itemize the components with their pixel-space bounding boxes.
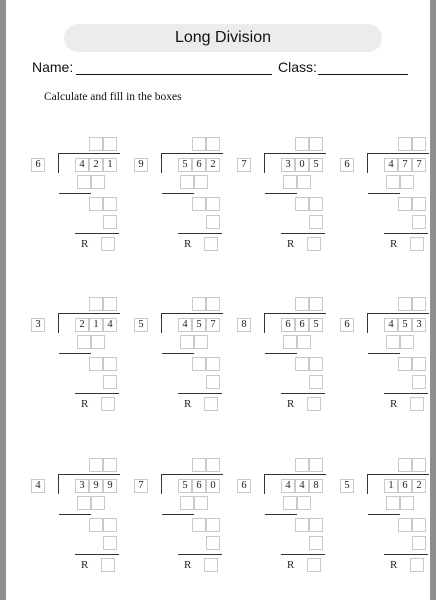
answer-box[interactable] [400,335,414,349]
answer-box[interactable] [398,518,412,532]
quotient-box[interactable] [192,137,206,151]
dividend-digit: 4 [103,318,117,332]
worksheet-title: Long Division [64,24,382,52]
remainder-label: R [390,559,398,571]
answer-box[interactable] [103,518,117,532]
remainder-box[interactable] [204,237,218,251]
quotient-box[interactable] [206,458,220,472]
dividend-digit: 5 [398,318,412,332]
dividend-digit: 5 [309,318,323,332]
answer-box[interactable] [103,536,117,550]
subtraction-line [178,233,222,234]
divisor: 6 [340,158,354,172]
answer-box[interactable] [386,335,400,349]
remainder-label: R [184,238,192,250]
subtraction-line [162,514,194,515]
division-bracket-side [367,474,368,494]
quotient-box[interactable] [412,137,426,151]
answer-box[interactable] [297,496,311,510]
subtraction-line [178,554,222,555]
answer-box[interactable] [180,175,194,189]
remainder-box[interactable] [307,397,321,411]
answer-box[interactable] [386,496,400,510]
answer-box[interactable] [206,197,220,211]
answer-box[interactable] [309,215,323,229]
subtraction-line [59,514,91,515]
division-bracket-top [264,313,326,314]
divisor: 8 [237,318,251,332]
answer-box[interactable] [89,197,103,211]
answer-box[interactable] [386,175,400,189]
division-bracket-side [58,313,59,333]
quotient-box[interactable] [295,297,309,311]
dividend-digit: 4 [384,318,398,332]
subtraction-line [162,353,194,354]
division-bracket-top [367,474,429,475]
answer-box[interactable] [77,496,91,510]
answer-box[interactable] [91,335,105,349]
division-bracket-side [161,153,162,173]
divisor: 6 [340,318,354,332]
remainder-box[interactable] [410,237,424,251]
subtraction-line [281,393,325,394]
division-bracket-side [161,313,162,333]
dividend-digit: 3 [75,479,89,493]
division-problem [340,458,422,578]
answer-box[interactable] [194,335,208,349]
quotient-box[interactable] [103,137,117,151]
dividend-digit: 0 [295,158,309,172]
dividend-digit: 4 [295,479,309,493]
subtraction-line [75,393,119,394]
answer-box[interactable] [180,496,194,510]
answer-box[interactable] [412,215,426,229]
divisor: 7 [237,158,251,172]
quotient-box[interactable] [89,297,103,311]
answer-box[interactable] [206,518,220,532]
division-bracket-top [367,313,429,314]
answer-box[interactable] [309,375,323,389]
answer-box[interactable] [192,357,206,371]
answer-box[interactable] [309,536,323,550]
dividend-digit: 7 [206,318,220,332]
answer-box[interactable] [206,357,220,371]
quotient-box[interactable] [295,137,309,151]
divisor: 9 [134,158,148,172]
name-label: Name: [32,59,74,75]
answer-box[interactable] [412,357,426,371]
quotient-box[interactable] [206,297,220,311]
answer-box[interactable] [103,197,117,211]
answer-box[interactable] [309,357,323,371]
divisor: 3 [31,318,45,332]
dividend-digit: 5 [178,158,192,172]
quotient-box[interactable] [309,458,323,472]
remainder-label: R [287,398,295,410]
dividend-digit: 6 [192,479,206,493]
subtraction-line [265,353,297,354]
answer-box[interactable] [400,496,414,510]
answer-box[interactable] [295,357,309,371]
division-problem [237,297,319,417]
dividend-digit: 5 [178,479,192,493]
remainder-box[interactable] [410,397,424,411]
divisor: 5 [134,318,148,332]
divisor: 4 [31,479,45,493]
quotient-box[interactable] [309,137,323,151]
dividend-digit: 5 [309,158,323,172]
dividend-digit: 8 [309,479,323,493]
remainder-box[interactable] [307,237,321,251]
remainder-box[interactable] [101,397,115,411]
quotient-box[interactable] [103,297,117,311]
divisor: 6 [237,479,251,493]
dividend-digit: 4 [281,479,295,493]
subtraction-line [178,393,222,394]
division-bracket-side [58,153,59,173]
quotient-box[interactable] [412,458,426,472]
remainder-label: R [81,398,89,410]
answer-box[interactable] [398,357,412,371]
dividend-digit: 4 [178,318,192,332]
subtraction-line [368,353,400,354]
division-problem [340,297,422,417]
dividend-digit: 2 [206,158,220,172]
remainder-box[interactable] [410,558,424,572]
division-bracket-top [264,153,326,154]
divisor: 6 [31,158,45,172]
answer-box[interactable] [400,175,414,189]
dividend-digit: 6 [398,479,412,493]
quotient-box[interactable] [309,297,323,311]
answer-box[interactable] [309,518,323,532]
dividend-digit: 7 [398,158,412,172]
division-bracket-top [58,153,120,154]
subtraction-line [384,233,428,234]
division-bracket-side [367,313,368,333]
dividend-digit: 2 [89,158,103,172]
answer-box[interactable] [206,375,220,389]
dividend-digit: 2 [412,479,426,493]
division-bracket-top [161,153,223,154]
division-problem [237,137,319,257]
dividend-digit: 3 [281,158,295,172]
answer-box[interactable] [192,518,206,532]
remainder-label: R [81,559,89,571]
remainder-label: R [184,559,192,571]
answer-box[interactable] [77,175,91,189]
quotient-box[interactable] [412,297,426,311]
division-problem [340,137,422,257]
answer-box[interactable] [89,518,103,532]
dividend-digit: 9 [103,479,117,493]
division-problem [134,458,216,578]
answer-box[interactable] [283,175,297,189]
subtraction-line [59,193,91,194]
division-bracket-top [161,313,223,314]
dividend-digit: 4 [384,158,398,172]
subtraction-line [75,233,119,234]
answer-box[interactable] [206,536,220,550]
quotient-box[interactable] [89,458,103,472]
subtraction-line [265,514,297,515]
answer-box[interactable] [206,215,220,229]
quotient-box[interactable] [192,458,206,472]
dividend-digit: 2 [75,318,89,332]
dividend-digit: 5 [192,318,206,332]
answer-box[interactable] [91,175,105,189]
division-bracket-top [58,474,120,475]
quotient-box[interactable] [398,297,412,311]
quotient-box[interactable] [295,458,309,472]
answer-box[interactable] [180,335,194,349]
subtraction-line [75,554,119,555]
answer-box[interactable] [103,215,117,229]
answer-box[interactable] [103,357,117,371]
dividend-digit: 4 [75,158,89,172]
subtraction-line [265,193,297,194]
answer-box[interactable] [295,197,309,211]
remainder-label: R [184,398,192,410]
remainder-label: R [81,238,89,250]
division-problem [134,297,216,417]
dividend-digit: 1 [103,158,117,172]
division-problem [31,137,113,257]
answer-box[interactable] [283,335,297,349]
answer-box[interactable] [398,197,412,211]
dividend-digit: 7 [412,158,426,172]
remainder-label: R [390,238,398,250]
dividend-digit: 9 [89,479,103,493]
answer-box[interactable] [412,375,426,389]
subtraction-line [281,233,325,234]
division-problem [31,458,113,578]
instruction-text: Calculate and fill in the boxes [44,91,182,103]
subtraction-line [59,353,91,354]
remainder-label: R [287,238,295,250]
subtraction-line [162,193,194,194]
remainder-box[interactable] [307,558,321,572]
answer-box[interactable] [297,335,311,349]
division-problem [31,297,113,417]
answer-box[interactable] [77,335,91,349]
subtraction-line [368,514,400,515]
quotient-box[interactable] [398,458,412,472]
quotient-box[interactable] [206,137,220,151]
quotient-box[interactable] [398,137,412,151]
quotient-box[interactable] [89,137,103,151]
dividend-digit: 0 [206,479,220,493]
divisor: 7 [134,479,148,493]
division-bracket-side [264,153,265,173]
answer-box[interactable] [89,357,103,371]
quotient-box[interactable] [192,297,206,311]
subtraction-line [368,193,400,194]
quotient-box[interactable] [103,458,117,472]
answer-box[interactable] [309,197,323,211]
subtraction-line [281,554,325,555]
dividend-digit: 6 [281,318,295,332]
dividend-digit: 1 [89,318,103,332]
answer-box[interactable] [194,175,208,189]
answer-box[interactable] [192,197,206,211]
answer-box[interactable] [412,536,426,550]
answer-box[interactable] [103,375,117,389]
division-bracket-side [161,474,162,494]
subtraction-line [384,554,428,555]
remainder-box[interactable] [101,558,115,572]
answer-box[interactable] [194,496,208,510]
answer-box[interactable] [297,175,311,189]
remainder-box[interactable] [204,397,218,411]
answer-box[interactable] [412,197,426,211]
division-bracket-top [264,474,326,475]
remainder-box[interactable] [204,558,218,572]
division-bracket-top [367,153,429,154]
subtraction-line [384,393,428,394]
dividend-digit: 3 [412,318,426,332]
answer-box[interactable] [295,518,309,532]
division-problem [237,458,319,578]
division-bracket-top [58,313,120,314]
division-bracket-side [58,474,59,494]
answer-box[interactable] [412,518,426,532]
worksheet [6,0,430,600]
divisor: 5 [340,479,354,493]
division-bracket-side [367,153,368,173]
dividend-digit: 6 [295,318,309,332]
class-label: Class: [278,59,317,75]
dividend-digit: 6 [192,158,206,172]
dividend-digit: 1 [384,479,398,493]
answer-box[interactable] [283,496,297,510]
division-problem [134,137,216,257]
remainder-box[interactable] [101,237,115,251]
division-bracket-side [264,474,265,494]
remainder-label: R [287,559,295,571]
division-bracket-side [264,313,265,333]
problem-grid [6,0,430,600]
answer-box[interactable] [91,496,105,510]
division-bracket-top [161,474,223,475]
remainder-label: R [390,398,398,410]
